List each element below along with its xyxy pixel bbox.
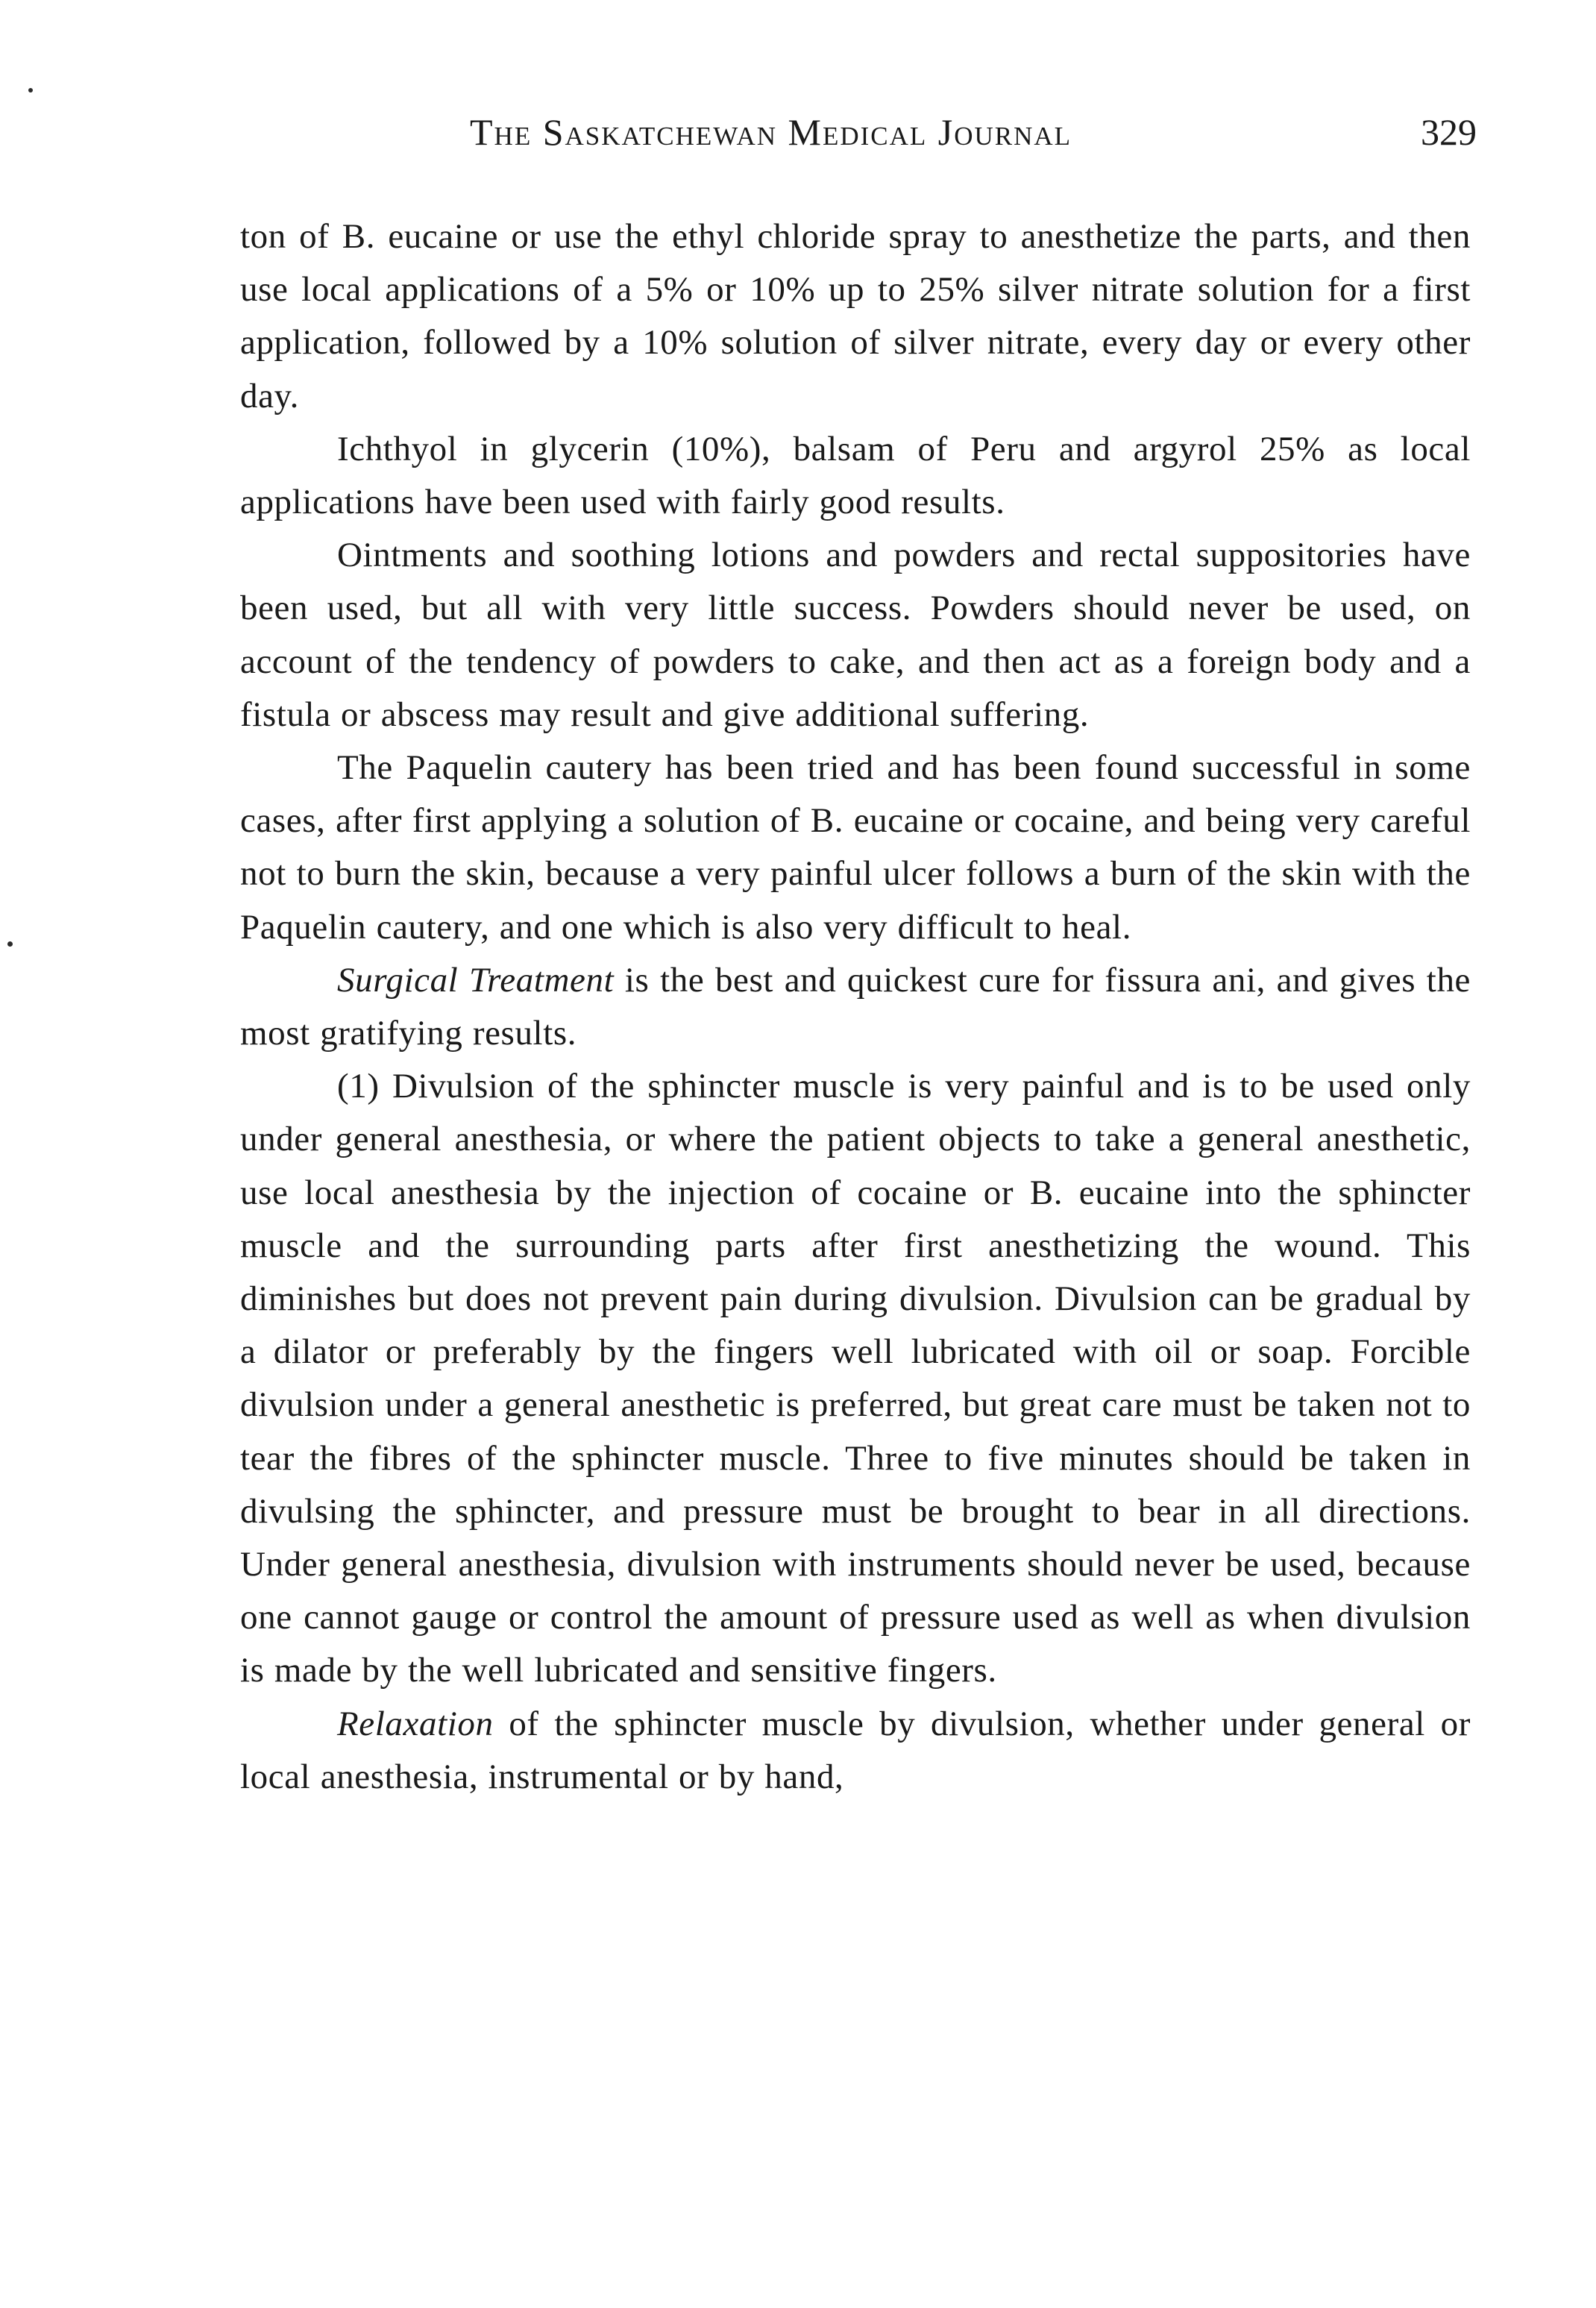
page-number: 329 xyxy=(1421,111,1477,153)
running-head xyxy=(246,110,1477,163)
paragraph-text: The Paquelin cautery has been tried and has been found successful in some cases, after first applying a solution of B. eucaine or cocaine, and being very careful not to burn the skin, because a very painful ulcer follows a burn of the skin with the Paquelin cautery, and one which is also very difficult to heal. xyxy=(240,748,1471,947)
paragraph-text: is the best and quickest cure for fissura ani, and gives the most gratifying results. xyxy=(240,960,1471,1053)
paragraph xyxy=(240,954,1471,1060)
paragraph xyxy=(240,529,1471,741)
section-heading-relaxation: Relaxation xyxy=(337,1704,494,1743)
paragraph-text: Ointments and soothing lotions and powders and rectal suppositories have been used, but all with very little success. Powders should never be used, on account of the tendency of powders to cake, and then act as a foreign body and a fistula or abscess may result and give additional suffering. xyxy=(240,536,1471,734)
paragraph xyxy=(240,1060,1471,1697)
paragraph-text: of the sphincter muscle by divulsion, whether under general or local anesthesia, instrumental or by hand, xyxy=(240,1704,1471,1796)
journal-title: The Saskatchewan Medical Journal xyxy=(470,111,1072,153)
body-text xyxy=(240,210,1471,1804)
paragraph xyxy=(240,741,1471,954)
paragraph-text: (1) Divulsion of the sphincter muscle is very painful and is to be used only under general anesthesia, or where the patient objects to take a general anesthetic, use local anesthesia by the injection of cocaine or B. eucaine into the sphincter muscle and the surrounding parts after first anesthetizing the wound. This diminishes but does not prevent pain during divulsion. Divulsion can be gradual by a dilator or preferably by the fingers well lubricated with oil or soap. Forcible divulsion under a general anesthetic is preferred, but great care must be taken not to tear the fibres of the sphincter muscle. Three to five minutes should be taken in divulsing the sphincter, and pressure must be brought to bear in all directions. Under general anesthesia, divulsion with instruments should never be used, because one cannot gauge or control the amount of pressure used as well as when divulsion is made by the well lubricated and sensitive fingers. xyxy=(240,1067,1471,1690)
paragraph xyxy=(240,1698,1471,1804)
paragraph-text: Ichthyol in glycerin (10%), balsam of Peru and argyrol 25% as local applications have been used with fairly good results. xyxy=(240,429,1471,522)
paragraph xyxy=(240,423,1471,529)
paragraph xyxy=(240,210,1471,423)
scan-speck xyxy=(7,941,13,947)
paragraph-text: ton of B. eucaine or use the ethyl chloride spray to anesthetize the parts, and then use local applications of a 5% or 10% up to 25% silver nitrate solution for a first application, followed by a 10% solution of silver nitrate, every day or every other day. xyxy=(240,217,1471,415)
section-heading-surgical-treatment: Surgical Treatment xyxy=(337,960,615,1000)
scan-speck xyxy=(28,88,33,92)
